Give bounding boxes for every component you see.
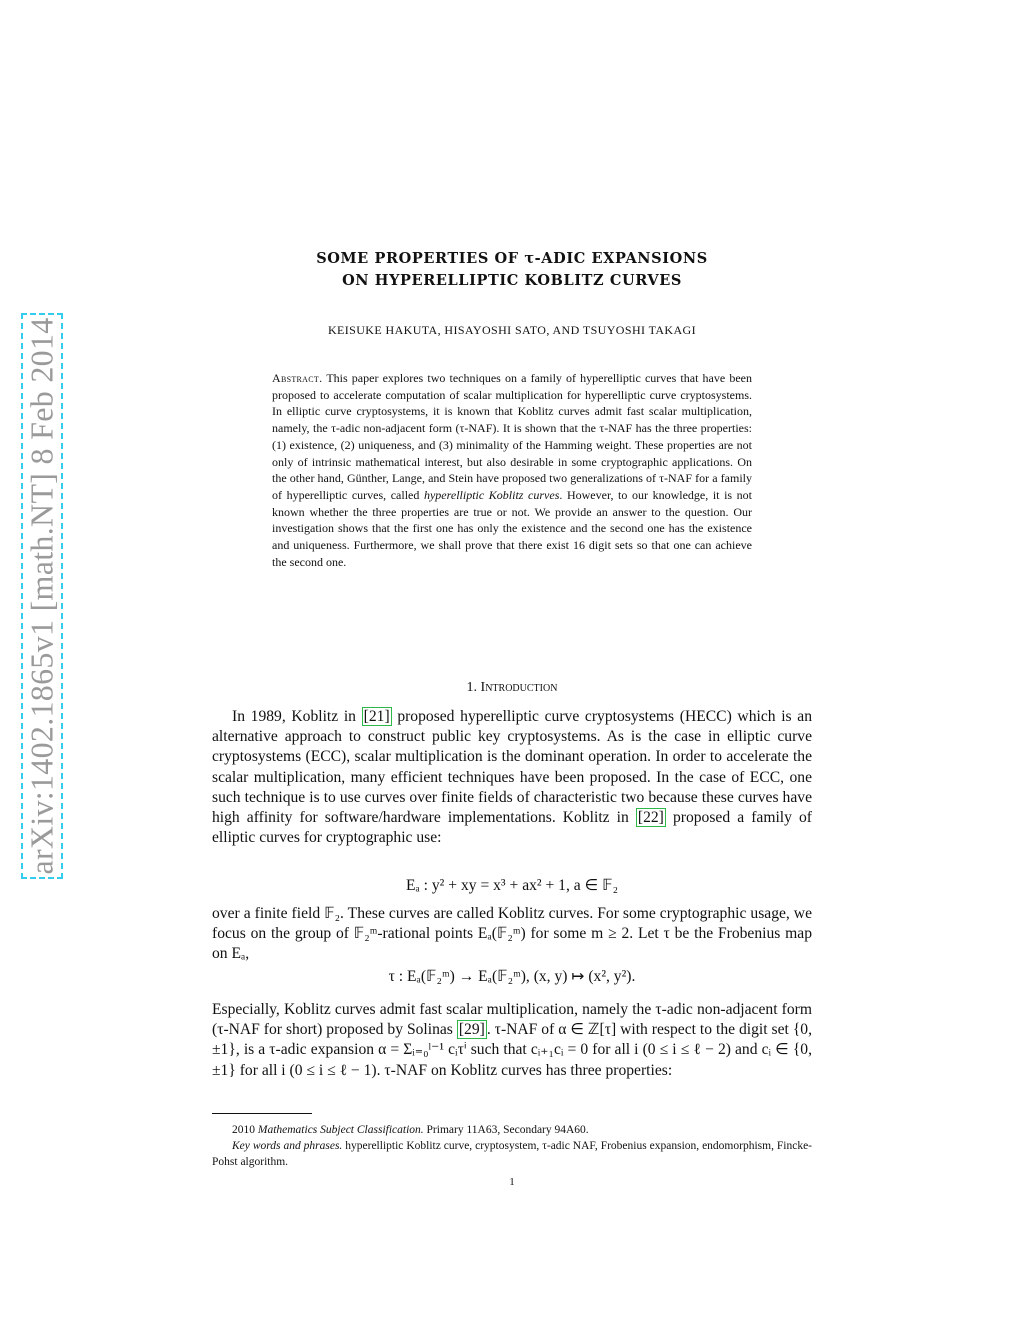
citation-22[interactable]: [22] xyxy=(637,809,664,827)
title-line-1: SOME PROPERTIES OF τ-ADIC EXPANSIONS xyxy=(316,250,708,267)
paper-title xyxy=(212,248,812,292)
citation-29[interactable]: [29] xyxy=(458,1021,485,1039)
p1-text-b: proposed hyperelliptic curve cryptosystems (HECC) which is an alternative approach to construct public key cryptosystems. As is the case in elliptic curve cryptosystems (ECC), scalar multiplication is the dominant operation. In order to accelerate the scalar multiplication, many efficient techniques have been proposed. In the case of ECC, one such technique is to use curves over finite fields of characteristic two because these curves have high affinity for software/hardware implementations. Koblitz in xyxy=(212,708,812,827)
footnotes xyxy=(212,1122,812,1170)
footnote-keywords xyxy=(212,1138,812,1170)
arxiv-identifier[interactable]: arXiv:1402.1865v1 [math.NT] 8 Feb 2014 xyxy=(23,317,60,875)
author-list: KEISUKE HAKUTA, HISAYOSHI SATO, AND TSUYOSHI TAKAGI xyxy=(327,323,697,337)
abstract-label: Abstract. xyxy=(272,371,323,385)
equation-koblitz-curve: Eₐ : y² + xy = x³ + ax² + 1, a ∈ 𝔽₂ xyxy=(405,877,619,894)
keywords-label: Key words and phrases. xyxy=(232,1140,343,1152)
footnote-divider xyxy=(212,1113,312,1114)
title-line-2: ON HYPERELLIPTIC KOBLITZ CURVES xyxy=(342,272,682,289)
abstract-emphasis: hyperelliptic Koblitz curves xyxy=(423,487,560,502)
intro-paragraph-1 xyxy=(212,707,812,848)
citation-21[interactable]: [21] xyxy=(363,708,390,725)
page-number: 1 xyxy=(509,1176,515,1188)
intro-paragraph-2: over a finite field 𝔽₂. These curves are called Koblitz curves. For some cryptographic usage, we focus on the group of 𝔽₂ᵐ-rational points Eₐ(𝔽₂ᵐ) for some m ≥ 2. Let τ be the Frobenius map on Eₐ, xyxy=(212,905,812,963)
p3-text-b: . τ-NAF of α ∈ ℤ[τ] with respect to the digit set {0, ±1}, is a τ-adic expansion α = Σᵢ₌₀ˡ⁻¹ cᵢτⁱ such that cᵢ₊₁cᵢ = 0 for all i (0 ≤ i ≤ ℓ − 2) and cᵢ ∈ {0, ±1} for all i (0 ≤ i ≤ ℓ − 1). τ-NAF on Koblitz curves has three properties: xyxy=(212,1021,812,1079)
equation-frobenius-map: τ : Eₐ(𝔽₂ᵐ) → Eₐ(𝔽₂ᵐ), (x, y) ↦ (x², y²). xyxy=(388,968,636,985)
msc-value: Primary 11A63, Secondary 94A60. xyxy=(426,1124,589,1136)
abstract-text-a: This paper explores two techniques on a family of hyperelliptic curves that have been proposed to accelerate computation of scalar multiplication for hyperelliptic curve cryptosystems. In elliptic curve cryptosystems, it is known that Koblitz curves admit fast scalar multiplication, namely, the τ-adic non-adjacent form (τ-NAF). It is shown that the τ-NAF has the three properties: (1) existence, (2) uniqueness, and (3) minimality of the Hamming weight. These properties are not only of intrinsic mathematical interest, but also desirable in some cryptographic applications. On the other hand, Günther, Lange, and Stein have proposed two generalizations of τ-NAF for a family of hyperelliptic curves, called xyxy=(272,371,752,502)
msc-label: Mathematics Subject Classification. xyxy=(257,1124,424,1136)
section-heading xyxy=(212,680,812,696)
section-number: 1. xyxy=(466,680,478,695)
abstract xyxy=(272,370,752,570)
footnote-msc xyxy=(212,1122,812,1138)
p3-text-a: Especially, Koblitz curves admit fast scalar multiplication, namely the τ-adic non-adjacent form (τ-NAF for short) proposed by Solinas xyxy=(212,1001,812,1039)
p1-text-a: In 1989, Koblitz in xyxy=(232,708,356,725)
keywords-value: hyperelliptic Koblitz curve, cryptosystem, τ-adic NAF, Frobenius expansion, endomorphism, Fincke-Pohst algorithm. xyxy=(212,1140,813,1168)
section-title: Introduction xyxy=(480,680,558,695)
p1-text-c: proposed a family of elliptic curves for cryptographic use: xyxy=(212,809,813,847)
abstract-text-b: . However, to our knowledge, it is not known whether the three properties are true or not. We provide an answer to the question. Our investigation shows that the first one has only the existence and the second one has the existence and uniqueness. Furthermore, we shall prove that there exist 16 digit sets so that one can achieve the second one. xyxy=(272,487,753,569)
msc-year: 2010 xyxy=(232,1124,255,1136)
intro-paragraph-3 xyxy=(212,1000,812,1081)
